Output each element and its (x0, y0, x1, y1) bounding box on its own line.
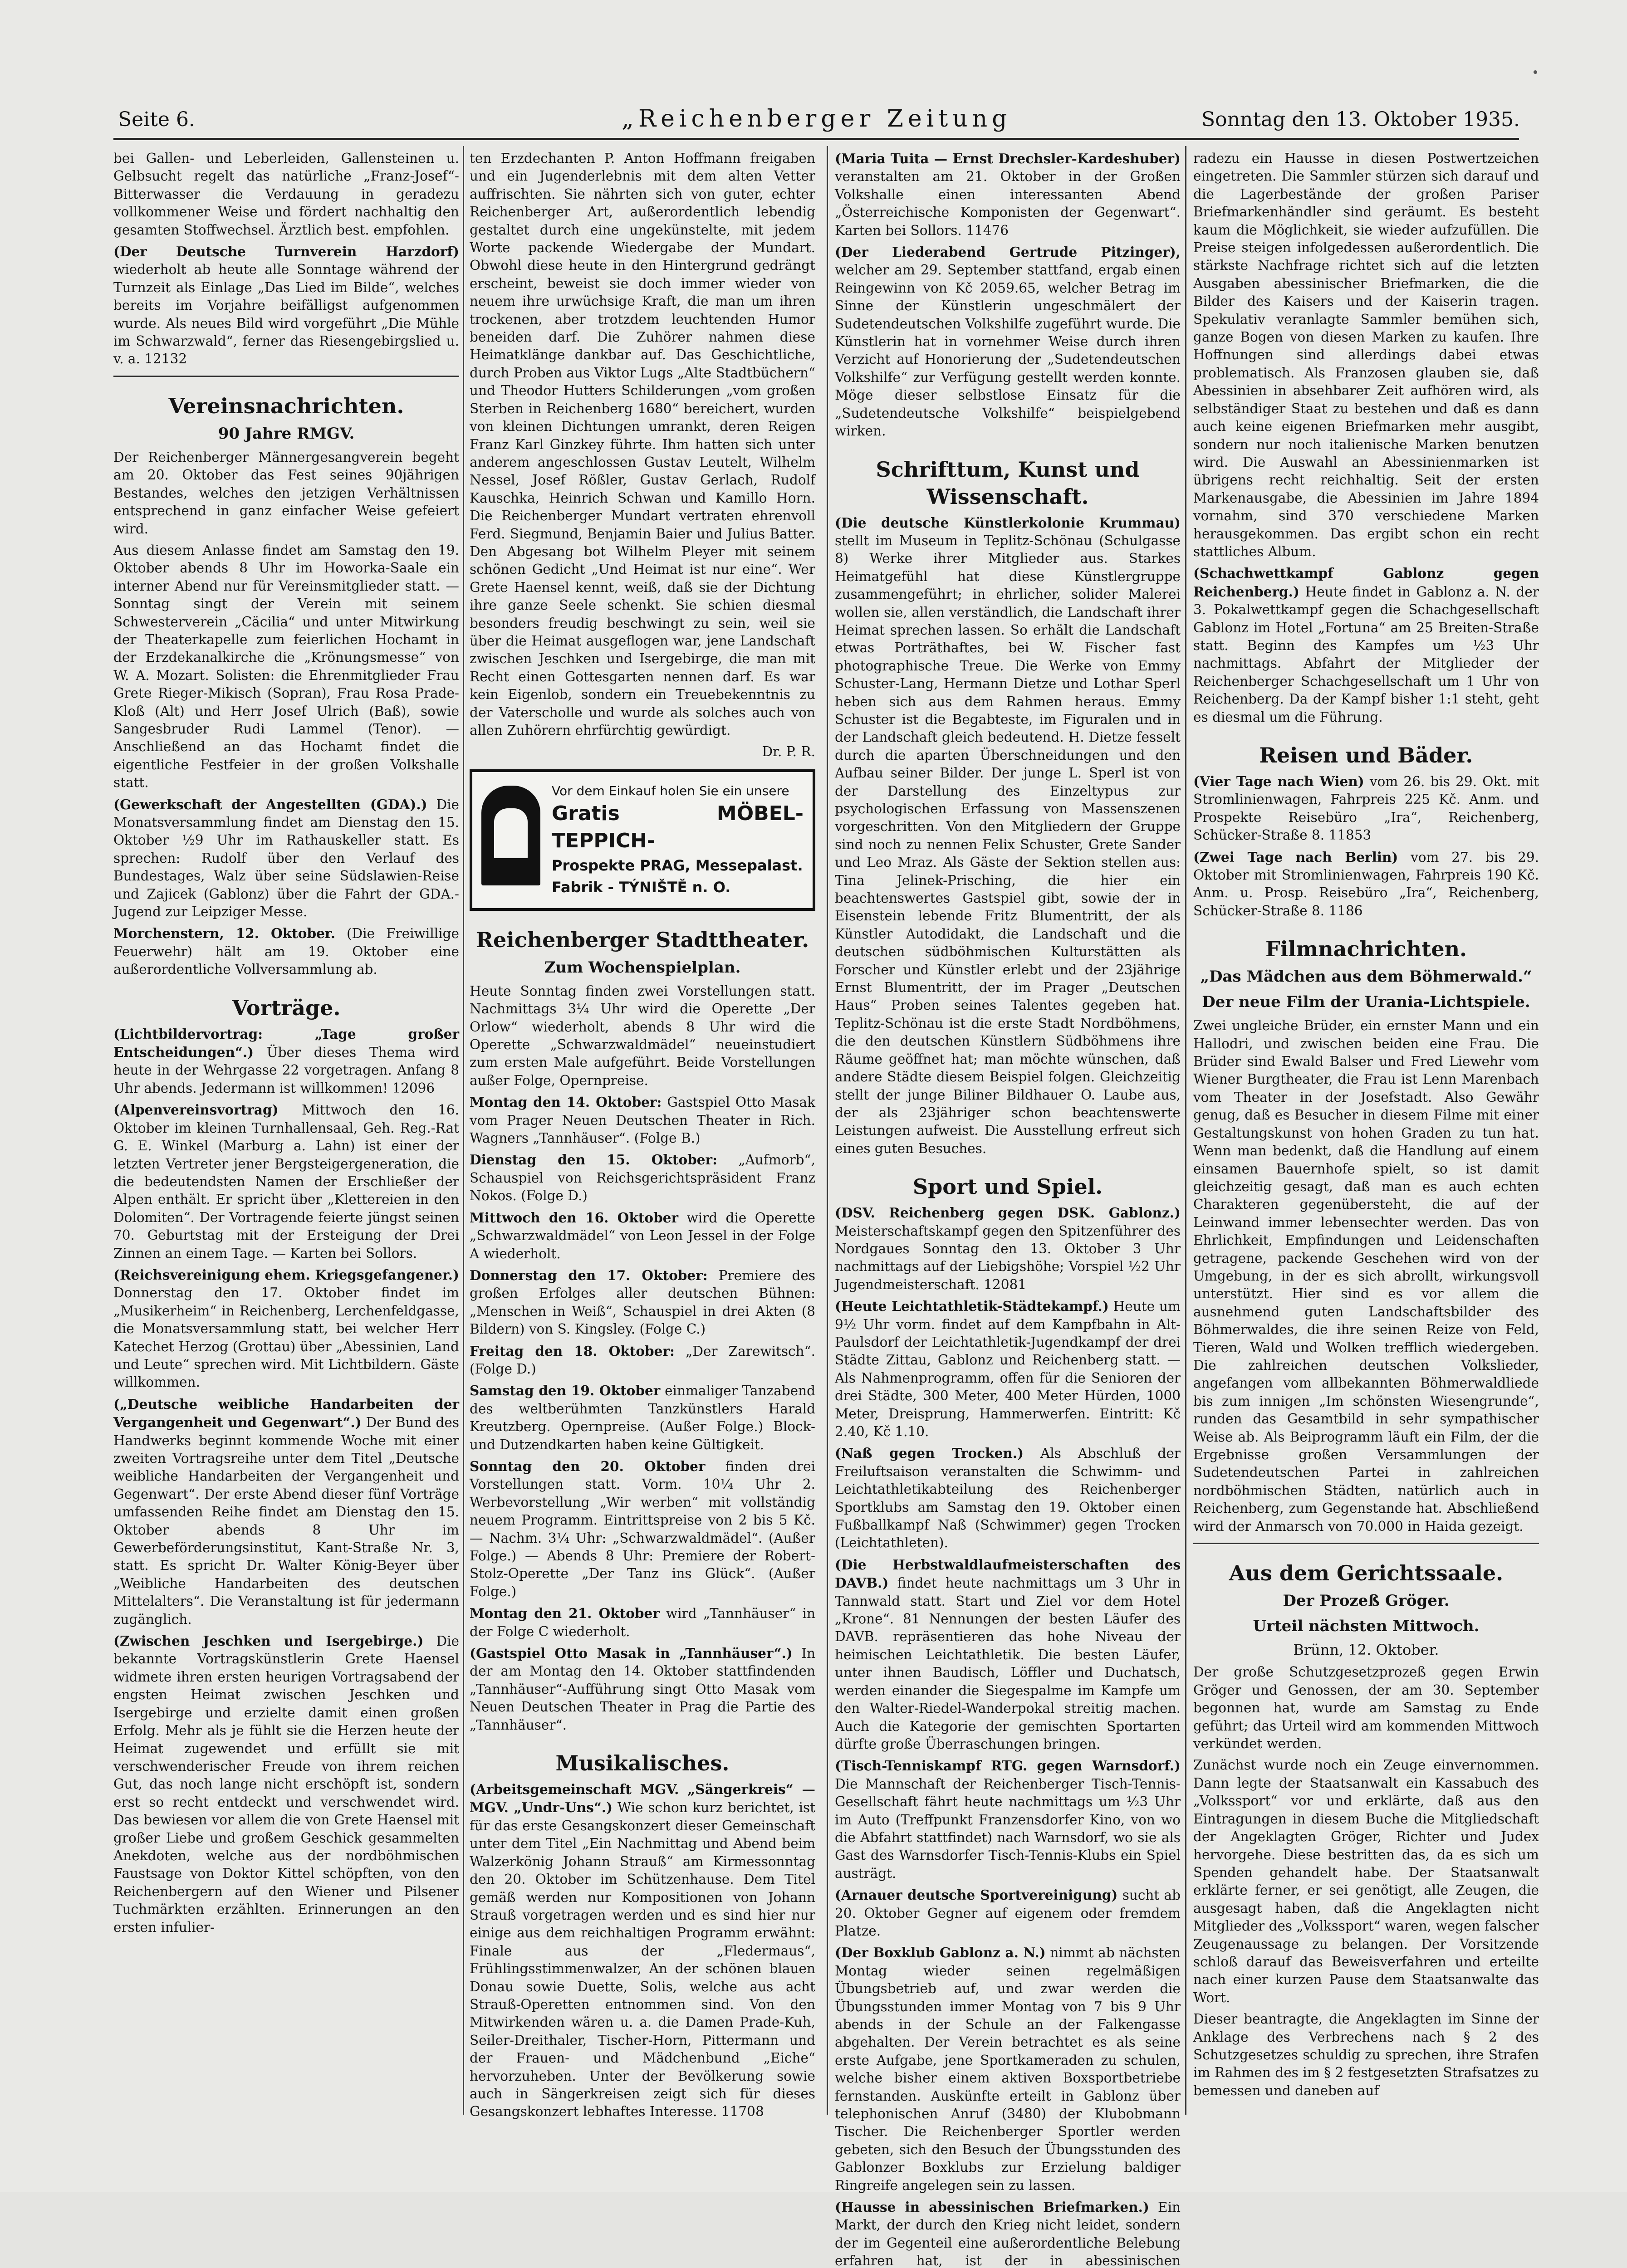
article-paragraph (1193, 772, 1539, 845)
article-paragraph (113, 1101, 459, 1262)
article-text: sucht ab 20. Oktober Gegner auf eigenem oder fremdem Platze. (835, 1887, 1181, 1939)
article-text: Die Mannschaft der Reichenberger Tisch-Tennis-Gesellschaft fährt heute nachmittags um ½3 Uhr im Auto (Treffpunkt Franzensdorfer Kino, von wo die Abfahrt stattfindet) nach Warnsdorf, wo sie als Gast des Warnsdorfer Tisch-Tennis-Klubs ein Spiel austrägt. (835, 1776, 1181, 1881)
article-group (1193, 1663, 1539, 2100)
article-lead: (Zwischen Jeschken und Isergebirge.) (113, 1633, 424, 1649)
article-text: wird „Tannhäuser“ in der Folge C wiederholt. (470, 1606, 815, 1639)
column-1 (113, 150, 459, 2114)
article-text: wird die Operette „Schwarzwaldmädel“ von Leon Jessel in der Folge A wiederholt. (470, 1210, 815, 1261)
ad-line: Fabrik - TÝNIŠTĚ n. O. (552, 878, 731, 896)
article-lead: Donnerstag den 17. Oktober: (470, 1267, 708, 1283)
article-text: Heute um 9½ Uhr vorm. findet auf dem Kampfbahn in Alt-Paulsdorf der Leichtathletik-Jugendkampf der drei Städte Zittau, Gablonz und Reichenberg statt. — Als Nahmenprogramm, offen für die Senioren der drei Städte, 300 Meter, 400 Meter Hürden, 1000 Meter, Dreisprung, Hammerwerfen. Eintritt: Kč 2.40, Kč 1.10. (835, 1299, 1181, 1439)
logo-inner (494, 808, 528, 858)
article-paragraph (470, 1382, 815, 1454)
article-lead: Mittwoch den 16. Oktober (470, 1209, 679, 1226)
article-text: bei Gallen- und Leberleiden, Gallensteinen u. Gelbsucht regelt das natürliche „Franz-Josef“-Bitterwasser die Verdauung in geradezu vollkommener Weise und fördert nachhaltig den gesamten Stoffwechsel. Ärztlich best. empfohlen. (113, 151, 459, 238)
ad-text (552, 782, 804, 898)
article-text: Zunächst wurde noch ein Zeuge einvernommen. Dann legte der Staatsanwalt ein Kassabuch des „Volkssport“ vor und erklärte, daß aus den Eintragungen in diesem Buche die Mitgliedschaft der Angeklagten Gröger, Richter und Judex hervorgehe. Diese bestritten das, da es sich um Spenden gehandelt habe. Der Staatsanwalt erklärte ferner, er sei genötigt, alle Zeugen, die ausgesagt haben, daß die Angeklagten nicht Mitglieder des „Volkssport“ waren, wegen falscher Zeugenaussage zu belangen. Der Vorsitzende schloß darauf das Beweisverfahren und erteilte nach einer kurzen Pause dem Staatsanwalte das Wort. (1193, 1757, 1539, 2005)
column-divider (827, 146, 828, 2115)
article-lead: Dienstag den 15. Oktober: (470, 1152, 717, 1168)
article-text: Ein Markt, der durch den Krieg nicht leidet, sondern der im Gegenteil eine außerordentliche Belebung erfahren hat, ist der in abessinischen (835, 2200, 1181, 2268)
column-4 (1193, 150, 1539, 2114)
article-lead: (Arnauer deutsche Sportvereinigung) (835, 1887, 1118, 1903)
article-paragraph (1193, 1663, 1539, 1753)
article-text: findet heute nachmittags um 3 Uhr in Tannwald statt. Start und Ziel vor dem Hotel „Krone“. 81 Nennungen der besten Läufer des DAVB. repräsentieren das hohe Niveau der heimischen Leichtathletik. Die besten Läufer, unter ihnen Baudisch, Löffler und Duchatsch, werden einander die Siegespalme im Kampfe um den Walter-Riedel-Wanderpokal streitig machen. Auch die Kategorie der gemischten Sportarten dürfte große Überraschungen bringen. (835, 1575, 1181, 1752)
article-group (1193, 1017, 1539, 1535)
article-paragraph (113, 243, 459, 368)
article-paragraph (835, 243, 1181, 440)
article-text: veranstalten am 21. Oktober in der Großen Volkshalle einen interessanten Abend „Österreichische Komponisten der Gegenwart“. Karten bei Sollors. 11476 (835, 169, 1181, 238)
article-lead: (Reichsvereinigung ehem. Kriegsgefangener.) (113, 1266, 459, 1283)
article-group (835, 514, 1181, 1158)
article-paragraph (113, 1395, 459, 1628)
advertisement (470, 769, 815, 911)
article-paragraph (835, 2198, 1181, 2268)
article-lead: (Vier Tage nach Wien) (1193, 773, 1364, 789)
article-text: wiederholt ab heute alle Sonntage während der Turnzeit als Einlage „Das Lied im Bilde“, welches bereits im Vorjahre beifälligst aufgenommen wurde. Als neues Bild wird vorgeführt „Die Mühle im Schwarzwald“, ferner das Riesengebirgslied u. v. a. 12132 (113, 262, 459, 367)
article-group (470, 1780, 815, 2121)
section-heading-sport: Sport und Spiel. (912, 1174, 1103, 1199)
article-group (835, 1204, 1181, 2268)
section-heading-reisen: Reisen und Bäder. (1259, 743, 1473, 767)
article-group (113, 1025, 459, 1936)
article-paragraph (1193, 1756, 1539, 2007)
header-rule (113, 138, 1519, 140)
article-paragraph (470, 1151, 815, 1205)
article-paragraph (470, 1342, 815, 1378)
article-lead: (Der Liederabend Gertrude Pitzinger), (835, 244, 1181, 260)
article-group (1193, 772, 1539, 920)
article-lead: Freitag den 18. Oktober: (470, 1343, 675, 1359)
article-text: radezu ein Hausse in diesen Postwertzeichen eingetreten. Die Sammler stürzen sich darauf und die Lagerbestände der großen Pariser Briefmarkenhändler sind geräumt. Es besteht kaum die Möglichkeit, sie wieder aufzufüllen. Die Preise steigen infolgedessen außerordentlich. Die stärkste Nachfrage richtet sich auf die letzten Ausgaben abessinischer Briefmarken, die die Bilder des Kaisers und der Kaiserin tragen. Spekulativ veranlagte Sammler bemühen sich, ganze Bogen von diesen Marken zu kaufen. Ihre Hoffnungen sind allerdings dabei etwas problematisch. Als Franzosen glauben sie, daß Abessinien in absehbarer Zeit aufhören wird, als selbständiger Staat zu bestehen und daß es dann auch keine eigenen Briefmarken mehr ausgibt, sondern nur noch italienische Marken benutzen wird. Die Auswahl an Abessinienmarken ist übrigens recht reichhaltig. Seit der ersten Markenausgabe, die Abessinien im Jahre 1894 vornahm, sind 370 verschiedene Marken herausgekommen. Das ergibt schon ein recht stattliches Album. (1193, 151, 1539, 559)
article-paragraph (113, 1632, 459, 1936)
article-text: Der Bund des Handwerks beginnt kommende Woche mit einer zweiten Vortragsreihe unter dem Titel „Deutsche weibliche Handarbeiten der Vergangenheit und Gegenwart“. Der erste Abend dieser fünf Vorträge umfassenden Reihe findet am Dienstag den 15. Oktober abends 8 Uhr im Gewerbeförderungsinstitut, Kant-Straße Nr. 3, statt. Es spricht Dr. Walter König-Beyer über „Weibliche Handarbeiten des deutschen Mittelalters“. Die Veranstaltung ist für jedermann zugänglich. (113, 1415, 459, 1627)
article-text: Dieser beantragte, die Angeklagten im Sinne der Anklage des Verbrechens nach § 2 des Schutzgesetzes schuldig zu sprechen, ihre Strafen im Rahmen des im § 2 festgesetzten Strafsatzes zu bemessen und daneben auf (1193, 2011, 1539, 2098)
article-text: Meisterschaftskampf gegen den Spitzenführer des Nordgaues Sonntag den 13. Oktober 3 Uhr nachmittags auf der Liebigshöhe; Vorspiel ½2 Uhr Jugendmeisterschaft. 12081 (835, 1223, 1181, 1292)
article-text: Mittwoch den 16. Oktober im kleinen Turnhallensaal, Geh. Reg.-Rat G. E. Winkel (Marburg a. Lahn) ist einer der letzten Vertreter jener Bergsteigergeneration, die die bedeutendsten Namen der Erschließer der Alpen enthält. Er spricht über „Klettereien in den Dolomiten“. Der Vortragende feierte jüngst seinen 70. Geburtstag mit der Ersteigung der Drei Zinnen an einem Tage. — Karten bei Sollors. (113, 1102, 459, 1261)
article-lead: (Alpenvereinsvortrag) (113, 1102, 279, 1118)
article-lead: (Arbeitsgemeinschaft MGV. „Sängerkreis“ — MGV. „Undr-Uns“.) (470, 1781, 815, 1816)
column-divider (463, 146, 464, 2115)
article-lead: (Schachwettkampf Gablonz gegen Reichenberg.) (1193, 565, 1539, 600)
ad-line: Gratis MÖBEL-TEPPICH- (552, 802, 804, 852)
article-lead: Samstag den 19. Oktober (470, 1383, 661, 1399)
article-paragraph (470, 1209, 815, 1263)
article-lead: (Die deutsche Künstlerkolonie Krummau) (835, 514, 1181, 531)
article-text: Heute Sonntag finden zwei Vorstellungen statt. Nachmittags 3¼ Uhr wird die Operette „Der Orlow“ wiederholt, abends 8 Uhr wird die Operette „Schwarzwaldmädel“ neueinstudiert zum ersten Male aufgeführt. Beide Vorstellungen außer Folge, Opernpreise. (470, 983, 815, 1088)
article-paragraph (113, 924, 459, 978)
article-paragraph (113, 1266, 459, 1392)
article-text: (Die Freiwillige Feuerwehr) hält am 19. Oktober eine außerordentliche Vollversammlung ab. (113, 926, 459, 978)
article-paragraph (835, 1757, 1181, 1882)
article-paragraph (470, 982, 815, 1090)
article-lead: Morchenstern, 12. Oktober. (113, 925, 335, 942)
article-text: welcher am 29. September stattfand, ergab einen Reingewinn von Kč 2059.65, welcher Betrag im Sinne der Künstlerin ungeschmälert der Sudetendeutschen Volkshilfe zugeführt wurde. Die Künstlerin hat in vornehmer Weise durch ihren Verzicht auf Honorierung der „Sudetendeutschen Volkshilfe“ zur Verfügung gestellt werden konnte. Möge dieser selbstlose Einsatz für die „Sudetendeutsche Volkshilfe“ beispielgebend wirken. (835, 262, 1181, 439)
section-subheading: Zum Wochenspielplan. (544, 958, 741, 977)
section-heading-vortraege: Vorträge. (232, 995, 341, 1020)
section-heading-verein: Vereinsnachrichten. (168, 393, 404, 418)
article-lead: (Lichtbildervortrag: „Tage großer Entscheidungen“.) (113, 1026, 459, 1061)
article-group (113, 150, 459, 368)
article-group (470, 982, 815, 1734)
article-text: finden drei Vorstellungen statt. Vorm. 10¼ Uhr 2. Werbevorstellung „Wir werben“ mit vollständig neuem Programm. Eintrittspreise von 2 bis 5 Kč. — Nachm. 3¼ Uhr: „Schwarzwaldmädel“. (Außer Folge.) — Abends 8 Uhr: Premiere der Robert-Stolz-Operette „Der Tanz ins Glück“. (Außer Folge.) (470, 1458, 815, 1599)
article-text: nimmt ab nächsten Montag wieder seinen regelmäßigen Übungsbetrieb auf, und zwar werden die Übungsstunden immer Montag von 7 bis 9 Uhr abends in der Schule an der Falkengasse abgehalten. Der Verein betrachtet es als seine erste Aufgabe, jene Sportkameraden zu schulen, welche bisher einem aktiven Boxsportbetriebe fernstanden. Auskünfte erteilt in Gablonz über telephonischen Anruf (3480) der Klubobmann Tischer. Die Reichenberger Sportler werden gebeten, sich den Besuch der Übungsstunden des Gablonzer Boxklubs zur Erzielung baldiger Ringreife angelegen sein zu lassen. (835, 1945, 1181, 2193)
article-group (470, 150, 815, 739)
article-paragraph (113, 796, 459, 921)
article-paragraph (113, 449, 459, 538)
article-paragraph (1193, 848, 1539, 920)
article-lead: (Die Herbstwaldlaufmeisterschaften des DAVB.) (835, 1556, 1181, 1591)
article-lead: (Zwei Tage nach Berlin) (1193, 849, 1398, 865)
article-paragraph (470, 1604, 815, 1641)
article-text: Donnerstag den 17. Oktober findet im „Musikerheim“ in Reichenberg, Lerchenfeldgasse, die Monatsversammlung statt, bei welcher Herr Katechet Herzog (Grottau) über „Abessinien, Land und Leute“ sprechen wird. Mit Lichtbildern. Gäste willkommen. (113, 1285, 459, 1390)
article-group (113, 449, 459, 979)
article-text: Als Abschluß der Freiluftsaison veranstalten die Schwimm- und Leichtathletikabteilung des Reichenberger Sportklubs am Samstag den 19. Oktober einen Fußballkampf Naß (Schwimmer) gegen Trocken (Leichtathleten). (835, 1446, 1181, 1551)
article-lead: (Gewerkschaft der Angestellten (GDA).) (113, 796, 427, 812)
section-heading-schrifttum: Schrifttum, Kunst und Wissenschaft. (876, 457, 1140, 509)
article-text: Der große Schutzgesetzprozeß gegen Erwin Gröger und Genossen, der am 30. September begonnen hat, wurde am Samstag zu Ende geführt; das Urteil wird am kommenden Mittwoch verkündet werden. (1193, 1664, 1539, 1752)
section-heading-theater: Reichenberger Stadttheater. (475, 927, 809, 952)
article-paragraph (470, 1780, 815, 2121)
article-text: „Aufmorb“, Schauspiel von Reichsgerichtspräsident Franz Nokos. (Folge D.) (470, 1152, 815, 1204)
article-paragraph (835, 1886, 1181, 1940)
article-paragraph (470, 1266, 815, 1339)
article-lead: (Naß gegen Trocken.) (835, 1445, 1024, 1461)
article-paragraph (1193, 564, 1539, 726)
article-lead: („Deutsche weibliche Handarbeiten der Vergangenheit und Gegenwart“.) (113, 1396, 459, 1431)
column-2 (470, 150, 815, 2120)
article-paragraph (113, 1025, 459, 1098)
column-3 (835, 150, 1181, 2268)
article-paragraph (470, 1644, 815, 1734)
article-text: „Der Zarewitsch“. (Folge D.) (470, 1343, 815, 1377)
newspaper-title: „Reichenberger Zeitung (622, 105, 1012, 132)
section-subheading: 90 Jahre RMGV. (218, 424, 355, 443)
article-lead: (DSV. Reichenberg gegen DSK. Gablonz.) (835, 1205, 1181, 1221)
issue-date: Sonntag den 13. Oktober 1935. (1201, 108, 1520, 131)
furniture-logo-icon (481, 786, 540, 885)
article-paragraph (470, 150, 815, 739)
article-text: Die bekannte Vortragskünstlerin Grete Haensel widmete ihren ersten heurigen Vortragsabend der engsten Heimat zwischen Jeschken und Isergebirge und erzielte damit einen großen Erfolg. Mehr als je fühlt sie die Herzen heute der Heimat zugewendet und erfüllt sie mit verschwenderischer Freude von ihrem reichen Gut, das noch lange nicht erschöpft ist, sondern erst so recht entdeckt und verschwendet wird. Das bewiesen vor allem die von Grete Haensel mit großer Liebe und großem Geschick gesammelten Anekdoten, welche aus der nordböhmischen Faustsage von Doktor Kittel schöpften, von den Reichenbergern auf den Wiener und Pilsener Tuchmärkten erzählten. Erinnerungen an den ersten infulier- (113, 1633, 459, 1935)
ad-line: Vor dem Einkauf holen Sie ein unsere (552, 783, 789, 798)
article-text: Gastspiel Otto Masak vom Prager Neuen Deutschen Theater in Rich. Wagners „Tannhäuser“. (Folge B.) (470, 1095, 815, 1146)
article-lead: Montag den 21. Oktober (470, 1605, 660, 1622)
article-text: In der am Montag den 14. Oktober stattfindenden „Tannhäuser“-Aufführung singt Otto Masak vom Neuen Deutschen Theater in Prag die Partie des „Tannhäuser“. (470, 1646, 815, 1733)
page-mark (1534, 70, 1537, 74)
article-paragraph (1193, 1017, 1539, 1535)
article-paragraph (835, 1944, 1181, 2195)
article-text: Heute findet in Gablonz a. N. der 3. Pokalwettkampf gegen die Schachgesellschaft Gablonz im Hotel „Fortuna“ am 25 Breiten-Straße statt. Beginn des Kampfes um ½3 Uhr nachmittags. Abfahrt der Mitglieder der Reichenberger Schachgesellschaft um 1 Uhr von Reichenberg. Da der Kampf bisher 1:1 steht, geht es diesmal um die Führung. (1193, 584, 1539, 725)
article-lead: (Der Deutsche Turnverein Harzdorf) (113, 244, 459, 260)
separator (1193, 1543, 1539, 1544)
article-text: Zwei ungleiche Brüder, ein ernster Mann und ein Hallodri, und zwischen beiden eine Frau. Die Brüder sind Ewald Balser und Fred Liewehr vom Wiener Burgtheater, die Frau ist Lenn Marenbach vom Theater in der Josefstadt. Also Gewähr genug, daß es Besucher in diesem Filme mit einer Gestaltungskunst von hohen Graden zu tun hat. Wenn man bedenkt, daß die Handlung auf einem einsamen Bauernhofe spielt, so ist damit gleichzeitig gesagt, daß man es auch echten Charakteren gegenübersteht, die auf der Leinwand immer lebensechter werden. Das von Ehrlichkeit, Empfindungen und Leidenschaften getragene, packende Geschehen wird von der Umgebung, in der es sich abrollt, wirkungsvoll unterstützt. Hier sind es vor allem die ausnehmend guten Landschaftsbilder des Böhmerwaldes, die ihre seinen Reize von Feld, Tieren, Wald und Wolken trefflich wiedergeben. Die zahlreichen deutschen Volkslieder, angefangen vom allbekannten Böhmerwaldliede bis zum innigen „Im schönsten Wiesengrunde“, runden das Gesamtbild in sehr sympathischer Weise ab. Als Beiprogramm läuft ein Film, der die Ergebnisse großen Versammlungen der Sudetendeutschen Partei in zahlreichen nordböhmischen Städten, natürlich auch in Reichenberg, zum Gegenstande hat. Abschließend wird der Anmarsch von 70.000 in Haida gezeigt. (1193, 1018, 1539, 1534)
article-text: Der Reichenberger Männergesangverein begeht am 20. Oktober das Fest seines 90jährigen Bestandes, welches den jetzigen Verhältnissen entsprechend in ganz einfacher Weise gefeiert wird. (113, 449, 459, 537)
article-paragraph (1193, 2010, 1539, 2100)
section-subheading: Der Prozeß Gröger. (1283, 1592, 1450, 1610)
article-paragraph (470, 1093, 815, 1147)
article-lead: Montag den 14. Oktober: (470, 1094, 662, 1110)
section-heading-film: Filmnachrichten. (1265, 937, 1467, 962)
page-number: Seite 6. (118, 108, 195, 131)
article-text: Wie schon kurz berichtet, ist für das erste Gesangskonzert dieser Gemeinschaft unter dem Titel „Ein Nachmittag und Abend beim Walzerkönig Johann Strauß“ am Kirmessonntag den 20. Oktober im Schützenhause. Dem Titel gemäß werden nur Kompositionen von Johann Strauß vorgetragen werden und es sind hier nur einige aus dem reichhaltigen Programm erwähnt: Finale aus der „Fledermaus“, Frühlingsstimmenwalzer, An der schönen blauen Donau sowie Duette, Solis, welche aus acht Strauß-Operetten entnommen sind. Von den Mitwirkenden wären u. a. die Damen Prade-Kuh, Seiler-Dreithaler, Tischer-Horn, Pittermann und der Frauen- und Mädchenbund „Eiche“ hervorzuheben. Unter der Bevölkerung sowie auch in Sängerkreisen zeigt sich für dieses Gesangskonzert lebhaftes Interesse. 11708 (470, 1800, 815, 2120)
article-paragraph (835, 1444, 1181, 1552)
article-lead: (Tisch-Tenniskampf RTG. gegen Warnsdorf.) (835, 1758, 1181, 1774)
section-subheading: Urteil nächsten Mittwoch. (1253, 1617, 1480, 1636)
article-text: Die Monatsversammlung findet am Dienstag den 15. Oktober ½9 Uhr im Rathauskeller statt. Es sprechen: Rudolf über den Verlauf des Bundestages, Walz über seine Südslawien-Reise und Zajicek (Gablonz) über die Fahrt der GDA.-Jugend zur Leipziger Messe. (113, 797, 459, 920)
article-signature: Dr. P. R. (762, 744, 815, 760)
article-paragraph (835, 1204, 1181, 1294)
article-paragraph (470, 1457, 815, 1601)
article-group (1193, 150, 1539, 726)
section-heading-musik: Musikalisches. (555, 1751, 730, 1776)
article-group (835, 150, 1181, 440)
article-text: Premiere des großen Erfolges aller deutschen Bühnen: „Menschen in Weiß“, Schauspiel in drei Akten (8 Bildern) von S. Kingsley. (Folge C.) (470, 1267, 815, 1337)
section-subheading: Der neue Film der Urania-Lichtspiele. (1202, 993, 1530, 1012)
separator (113, 376, 459, 377)
article-text: Über dieses Thema wird heute in der Wehrgasse 22 vorgetragen. Anfang 8 Uhr abends. Jedermann ist willkommen! 12096 (113, 1045, 459, 1096)
article-paragraph (113, 542, 459, 792)
section-heading-gericht: Aus dem Gerichtssaale. (1229, 1561, 1504, 1586)
article-text: vom 27. bis 29. Oktober mit Stromlinienwagen, Fahrpreis 190 Kč. Anm. u. Prosp. Reisebüro „Ira“, Reichenberg, Schücker-Straße 8. 1186 (1193, 849, 1539, 919)
section-subheading: „Das Mädchen aus dem Böhmerwald.“ (1200, 968, 1532, 986)
article-lead: Sonntag den 20. Oktober (470, 1458, 706, 1474)
article-lead: (Gastspiel Otto Masak in „Tannhäuser“.) (470, 1645, 793, 1662)
dateline: Brünn, 12. Oktober. (1293, 1641, 1439, 1659)
article-paragraph (835, 1297, 1181, 1441)
page-header (118, 105, 1520, 137)
article-paragraph (1193, 150, 1539, 561)
column-divider (1185, 146, 1186, 2115)
article-paragraph (835, 1556, 1181, 1753)
article-lead: (Hausse in abessinischen Briefmarken.) (835, 2199, 1149, 2215)
article-text: vom 26. bis 29. Okt. mit Stromlinienwagen, Fahrpreis 225 Kč. Anm. und Prospekte Reisebüro „Ira“, Reichenberg, Schücker-Straße 8. 11853 (1193, 774, 1539, 843)
article-text: einmaliger Tanzabend des weltberühmten Tanzkünstlers Harald Kreutzberg. Opernpreise. (Außer Folge.) Block- und Dutzendkarten haben keine Gültigkeit. (470, 1383, 815, 1452)
article-paragraph (113, 150, 459, 239)
article-paragraph (835, 514, 1181, 1158)
article-text: ten Erzdechanten P. Anton Hoffmann freigaben und ein Jugenderlebnis mit dem alten Vetter auffrischten. Sie nährten sich von guter, echter Reichenberger Art, außerordentlich lebendig gestaltet durch eine ungekünstelte, mit jedem Worte packende Wiedergabe der Mundart. Obwohl diese heute in den Hintergrund gedrängt erscheint, beweist sie doch immer wieder von neuem ihre urwüchsige Kraft, die man um ihren trockenen, aber trotzdem leuchtenden Humor beneiden darf. Die Zuhörer nahmen diese Heimatklänge dankbar auf. Das Geschichtliche, durch Proben aus Viktor Lugs „Alte Stadtbüchern“ und Theodor Hutters Schilderungen „vom großen Sterben in Reichenberg 1680“ bereichert, wurden von kleinen Dichtungen umrankt, deren Reigen Franz Karl Ginzkey führte. Ihm hatten sich unter anderem angeschlossen Gustav Leutelt, Wilhelm Nessel, Josef Rößler, Gustav Gerlach, Rudolf Kauschka, Heinrich Schwan und Kamillo Horn. Die Reichenberger Mundart vertraten ehrenvoll Ferd. Siegmund, Benjamin Baier und Julius Batter. Den Abgesang bot Wilhelm Pleyer mit seinem schönen Gedicht „Und Heimat ist nur eine“. Wer Grete Haensel kennt, weiß, daß sie der Dichtung ihre ganze Seele schenkt. Sie schien diesmal besonders freudig beschwingt zu sein, weil sie über die Heimat ausgeflogen war, jene Landschaft zwischen Jeschken und Isergebirge, die man mit Recht einen Gottesgarten nennen darf. Es war kein Eigenlob, sondern ein Treuebekenntnis zu der Vaterscholle und wurde als solches auch von allen Zuhörern ehrfürchtig gewürdigt. (470, 151, 815, 738)
ad-line: Prospekte PRAG, Messepalast. (552, 856, 803, 874)
article-text: stellt im Museum in Teplitz-Schönau (Schulgasse 8) Werke ihrer Mitglieder aus. Starkes Heimatgefühl hat diese Künstlergruppe zusammengeführt; in ehrlicher, solider Malerei wollen sie, allen verständlich, die Landschaft ihrer Heimat sprechen lassen. So erhält die Landschaft etwas Porträthaftes, bei W. Fischer fast photographische Treue. Die Werke von Emmy Schuster-Lang, Hermann Dietze und Lothar Sperl heben sich aus dem Rahmen heraus. Emmy Schuster ist die Begabteste, im Figuralen und in der Landschaft gleich bedeutend. H. Dietze fesselt durch die aparten Überschneidungen und den Aufbau seiner Bilder. Der junge L. Sperl ist von der Darstellung des Einzeltypus zur psychologischen Erfassung von Massenszenen vorgeschritten. Von den Mitgliedern der Gruppe sind noch zu nennen Felix Schuster, Grete Sander und Leo Mraz. Als Gäste der Sektion stellen aus: Tina Jelinek-Prisching, die hier ein beachtenswertes Gastspiel gibt, sowie der in Eisenstein lebende Fritz Blumentritt, der als Künstler Autodidakt, die Landschaft und die deutschen südböhmischen Kulturstätten als Forscher und Künstler erlebt und der 23jährige Ernst Blumentritt, der im Prager „Deutschen Haus“ Proben seines Talentes gegeben hat. Teplitz-Schönau ist die erste Stadt Nordböhmens, die den deutschen Künstlern Südböhmens ihre Räume geöffnet hat; man möchte wünschen, daß andere Städte diesem Beispiel folgen. Gleichzeitig stellt der junge Biliner Bildhauer O. Laube aus, der als 23jähriger schon beachtenswerte Leistungen aufweist. Die Ausstellung erfreut sich eines guten Besuches. (835, 533, 1181, 1156)
article-text: Aus diesem Anlasse findet am Samstag den 19. Oktober abends 8 Uhr im Howorka-Saale ein interner Abend nur für Vereinsmitglieder statt. — Sonntag singt der Verein mit seinem Schwesterverein „Cäcilia“ und unter Mitwirkung der Theaterkapelle zum feierlichen Hochamt in der Erzdekanalkirche die „Krönungsmesse“ von W. A. Mozart. Solisten: die Ehrenmitglieder Frau Grete Rieger-Mikisch (Sopran), Frau Rosa Prade-Kloß (Alt) und Herr Josef Ulrich (Baß), sowie Sangesbruder Rudi Lammel (Tenor). — Anschließend an das Hochamt findet die eigentliche Festfeier in der großen Volkshalle statt. (113, 542, 459, 791)
article-lead: (Maria Tuita — Ernst Drechsler-Kardeshuber) (835, 151, 1181, 166)
article-lead: (Heute Leichtathletik-Städtekampf.) (835, 1298, 1109, 1315)
article-lead: (Der Boxklub Gablonz a. N.) (835, 1945, 1046, 1961)
article-paragraph (835, 150, 1181, 240)
